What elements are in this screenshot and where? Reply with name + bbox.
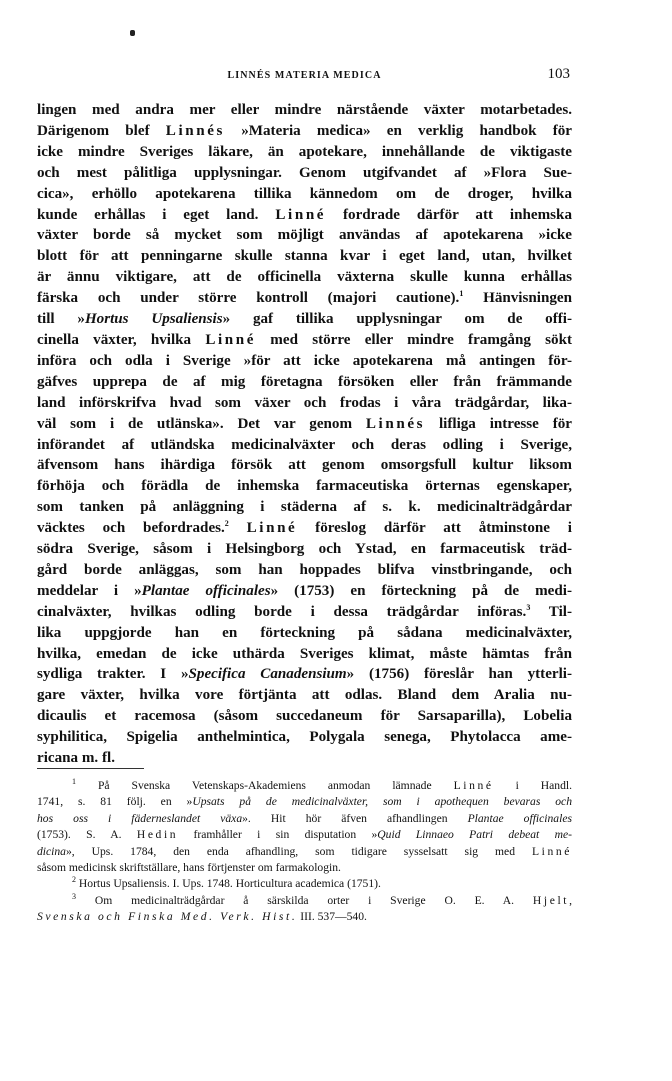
work-title: Plantae officinales <box>467 811 572 825</box>
body-line: sydliga trakter. I »Specifica Canadensium» (1756) föreslår han ytterli- <box>37 666 573 683</box>
footnote-line: såsom medicinsk skriftställare, hans förtjenster om farmakologin. <box>37 861 341 875</box>
work-title: Specifica Canadensium <box>188 666 347 683</box>
footnote-number: 1 <box>72 777 76 787</box>
body-line: färska och under större kontroll (majori cautione).$^1$ Hänvisningen <box>37 289 572 307</box>
body-line: kunde erhållas i eget land. Linné fordrade därför att inhemska <box>37 206 572 223</box>
body-line: cinalväxter, hvilkas odling borde i dessa trädgårdar införas.$^3$ Til- <box>37 602 572 620</box>
body-line: ricana m. fl. <box>37 750 115 767</box>
footnote-rule <box>37 768 144 769</box>
footnotes <box>37 778 572 926</box>
ink-speck <box>130 30 135 36</box>
body-line: södra Sverige, såsom i Helsingborg och Ystad, en farmaceutisk träd- <box>37 541 572 558</box>
footnote-number: 2 <box>72 875 76 885</box>
work-title: Plantae officinales <box>141 582 271 599</box>
author-name: Hedin <box>136 828 179 842</box>
footnote-number: 3 <box>72 891 76 901</box>
body-line: är ännu viktigare, att de officinella växterna skulle kunna erhållas <box>37 269 572 286</box>
body-line: cinella växter, hvilka Linné med större eller mindre framgång sökt <box>37 331 572 348</box>
footnote-marker: 1 <box>459 289 464 299</box>
work-title: Quid Linnaeo Patri debeat me- <box>377 828 573 842</box>
body-line: dicaulis et racemosa (såsom succedaneum för Sarsaparilla), Lobelia <box>37 708 572 725</box>
footnote-line: 1741, s. 81 följ. en »Upsats på de medicinalväxter, som i apothequen bevaras och <box>37 795 572 809</box>
footnote-marker: 2 <box>224 519 229 529</box>
footnote-line: $^3$ Om medicinalträdgårdar å särskilda orter i Sverige O. E. A. Hjelt, <box>72 891 572 907</box>
body-line: gård borde anläggas, som han hoppades blifva vinstbringande, och <box>37 561 572 578</box>
body-line: införandet af utländska medicinalväxter och deras odling i Sverige, <box>37 436 572 453</box>
author-name: Linné <box>246 520 298 537</box>
body-line: införa och odla i Sverige »för att icke apotekarena må antingen för- <box>37 352 572 369</box>
page-header <box>37 66 572 86</box>
footnote-line: Svenska och Finska Med. Verk. Hist. III. 537—540. <box>37 910 367 924</box>
author-name: Linnés <box>365 415 426 432</box>
work-title: dicina <box>37 844 66 858</box>
body-line: cica», erhöllo apotekarena tillika kännedom om de droger, hvilka <box>37 185 572 202</box>
author-name: Hjelt <box>532 893 570 907</box>
body-line: syphilitica, Spigelia anthelmintica, Polygala senega, Phytolacca ame- <box>37 729 572 746</box>
work-title: Svenska och Finska Med. Verk. Hist. <box>37 910 298 924</box>
work-title: Upsats på de medicinalväxter, som i apothequen bevaras och <box>192 795 572 809</box>
footnote-marker: 3 <box>526 602 531 612</box>
body-line: gare växter, hvilka vore förtjänta att odlas. Bland dem Aralia nu- <box>37 687 572 704</box>
footnote-line: $^1$ På Svenska Vetenskaps-Akademiens anmodan lämnade Linné i Handl. <box>72 777 572 792</box>
body-line: väcktes och befordrades.$^2$ Linné föreslog därför att åtminstone i <box>37 519 572 537</box>
author-name: Linnés <box>165 122 226 139</box>
body-text <box>37 100 572 769</box>
body-line: Därigenom blef Linnés »Materia medica» en verklig handbok för <box>37 122 572 139</box>
body-line: förhöja och förädla de inhemska farmaceutiska örternas egenskaper, <box>37 478 572 495</box>
body-line: icke mindre Sveriges läkare, än apotekare, innehållande de viktigaste <box>37 143 572 160</box>
body-line: till »Hortus Upsaliensis» gaf tillika upplysningar om de offi- <box>37 311 572 328</box>
body-line: äfvensom hans ihärdiga försök att genom omsorgsfull kultur liksom <box>37 457 572 474</box>
body-line: väl som i de utlänska». Det var genom Linnés lifliga intresse för <box>37 415 572 432</box>
body-line: hvilka, emedan de icke uthärda Sveriges klimat, måste hämtas från <box>37 645 572 662</box>
author-name: Linné <box>531 844 572 858</box>
footnote-line: (1753). S. A. Hedin framhåller i sin disputation »Quid Linnaeo Patri debeat me- <box>37 828 573 842</box>
body-line: lika uppgjorde han en förteckning på sådana medicinalväxter, <box>37 624 572 641</box>
body-line: gäfves upprepa de af mig företagna försöken eller från främmande <box>37 373 572 390</box>
body-line: och mest pålitliga upplysningar. Genom utgifvandet af »Flora Sue- <box>37 164 572 181</box>
body-line: växter borde så mycket som möjligt användas af apotekarena »icke <box>37 227 572 244</box>
footnote-line: $^2$ Hortus Upsaliensis. I. Ups. 1748. Horticultura academica (1751). <box>72 875 381 891</box>
author-name: Linné <box>453 779 494 792</box>
work-title: hos oss i fäderneslandet växa <box>37 811 243 825</box>
body-line: land införskrifva hvad som växer och frodas i våra trädgårdar, lika- <box>37 394 572 411</box>
body-line: blott för att penningarne skulle stanna kvar i eget land, utan, hvilket <box>37 248 572 265</box>
work-title: Hortus Upsaliensis <box>84 311 223 328</box>
running-head: LINNÉS MATERIA MEDICA <box>227 70 382 81</box>
author-name: Linné <box>275 206 327 223</box>
page-number: 103 <box>547 66 570 82</box>
body-line: som tanken på anläggning i städerna af s. k. medicinalträdgårdar <box>37 499 572 516</box>
footnote-line: hos oss i fäderneslandet växa». Hit hör äfven afhandlingen Plantae officinales <box>37 811 572 825</box>
author-name: Linné <box>205 331 257 348</box>
body-line: meddelar i »Plantae officinales» (1753) en förteckning på de medi- <box>37 582 572 599</box>
body-line: lingen med andra mer eller mindre närstående växter motarbetades. <box>37 102 572 118</box>
footnote-line: dicina», Ups. 1784, den enda afhandling, som tidigare sysselsatt sig med Linné <box>37 844 572 858</box>
